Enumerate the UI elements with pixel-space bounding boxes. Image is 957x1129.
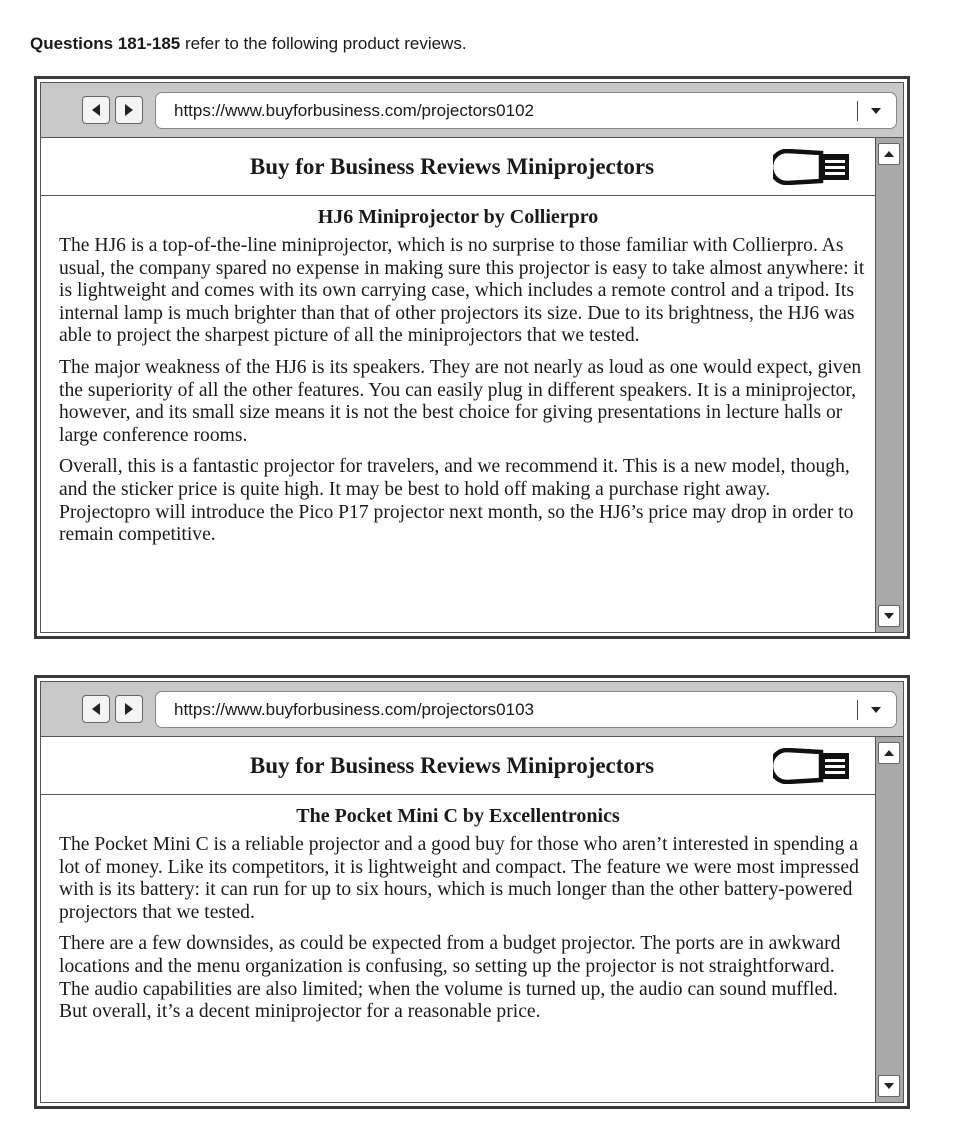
chevron-down-icon[interactable] bbox=[870, 706, 882, 714]
url-text: https://www.buyforbusiness.com/projectors0103 bbox=[174, 700, 535, 719]
forward-arrow-icon bbox=[123, 702, 135, 716]
scroll-down-icon bbox=[883, 612, 895, 620]
projector-icon bbox=[773, 149, 853, 185]
scroll-down-button[interactable] bbox=[878, 1075, 900, 1097]
site-title: Buy for Business Reviews Miniprojectors bbox=[249, 154, 655, 179]
browser-window-2 bbox=[34, 675, 910, 1109]
browser-toolbar bbox=[41, 682, 903, 737]
browser-frame bbox=[40, 82, 904, 633]
page-content bbox=[41, 138, 875, 632]
projector-icon bbox=[773, 748, 853, 784]
review-paragraph: The HJ6 is a top-of-the-line miniprojector, which is no surprise to those familiar with Collierpro. As usual, the company spared no expense in making sure this projector is easy to take almost anywhere: it is lightweight and comes with its own carrying case, which includes a remote control and a tripod. Its internal lamp is much brighter than that of other projectors its size. Due to its brightness, the HJ6 was able to project the sharpest picture of all the miniprojectors that we tested. bbox=[59, 235, 865, 347]
review-title: HJ6 Miniprojector by Collierpro bbox=[317, 206, 599, 228]
address-bar[interactable] bbox=[155, 92, 897, 129]
url-divider bbox=[857, 700, 859, 720]
site-header bbox=[41, 138, 875, 196]
back-button[interactable] bbox=[82, 695, 110, 723]
page-content bbox=[41, 737, 875, 1102]
browser-window-1 bbox=[34, 76, 910, 639]
chevron-down-icon[interactable] bbox=[870, 107, 882, 115]
forward-button[interactable] bbox=[115, 695, 143, 723]
review-paragraph: Overall, this is a fantastic projector for travelers, and we recommend it. This is a new model, though, and the sticker price is quite high. It may be best to hold off making a purchase right away. Projectopro will introduce the Pico P17 projector next month, so the HJ6’s price may drop in order to remain competitive. bbox=[59, 456, 854, 546]
back-button[interactable] bbox=[82, 96, 110, 124]
back-arrow-icon bbox=[90, 103, 102, 117]
scroll-up-icon bbox=[883, 150, 895, 158]
address-bar[interactable] bbox=[155, 691, 897, 728]
back-arrow-icon bbox=[90, 702, 102, 716]
scroll-up-button[interactable] bbox=[878, 742, 900, 764]
vertical-scrollbar[interactable] bbox=[875, 138, 903, 632]
question-range: Questions 181-185 bbox=[30, 34, 181, 53]
scroll-up-button[interactable] bbox=[878, 143, 900, 165]
url-text: https://www.buyforbusiness.com/projectors0102 bbox=[174, 101, 535, 120]
review-paragraph: The Pocket Mini C is a reliable projector and a good buy for those who aren’t interested in spending a lot of money. Like its competitors, it is lightweight and compact. The feature we were most impressed with is its battery: it can run for up to six hours, which is much longer than the other battery-powered projectors that we tested. bbox=[59, 834, 859, 923]
forward-arrow-icon bbox=[123, 103, 135, 117]
instructions-text: refer to the following product reviews. bbox=[180, 34, 467, 53]
browser-toolbar bbox=[41, 83, 903, 138]
instructions bbox=[30, 34, 467, 54]
site-header bbox=[41, 737, 875, 795]
site-title: Buy for Business Reviews Miniprojectors bbox=[249, 753, 655, 778]
scroll-down-button[interactable] bbox=[878, 605, 900, 627]
scroll-down-icon bbox=[883, 1082, 895, 1090]
review-paragraph: The major weakness of the HJ6 is its speakers. They are not nearly as loud as one would expect, given the superiority of all the other features. You can easily plug in different speakers. It is a miniprojector, however, and its small size means it is not the best choice for giving presentations in lecture halls or large conference rooms. bbox=[59, 356, 862, 446]
review-paragraph: There are a few downsides, as could be expected from a budget projector. The ports are in awkward locations and the menu organization is confusing, so setting up the projector is not straightforward. The audio capabilities are also limited; when the volume is turned up, the audio can sound muffled. But overall, it’s a decent miniprojector for a reasonable price. bbox=[59, 933, 841, 1023]
vertical-scrollbar[interactable] bbox=[875, 737, 903, 1102]
scroll-up-icon bbox=[883, 749, 895, 757]
browser-frame bbox=[40, 681, 904, 1103]
forward-button[interactable] bbox=[115, 96, 143, 124]
review-title: The Pocket Mini C by Excellentronics bbox=[296, 805, 620, 827]
url-divider bbox=[857, 101, 859, 121]
